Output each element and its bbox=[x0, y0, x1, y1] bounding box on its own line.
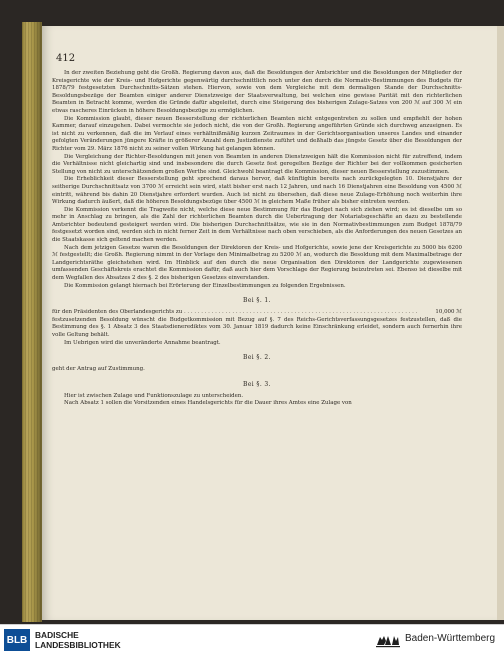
page-right-edge bbox=[497, 26, 504, 620]
blb-name[interactable] bbox=[35, 630, 121, 650]
paragraph-6: Nach dem jetzigen Gesetze waren die Besoldungen der Direktoren der Kreis- und Hofgerichte, sowie jene der Kreisgerichte zu 5000 bis 6200 ℳ festgestellt; die Großh. Regierung nimmt in der Vorlage den Minimalbetrag zu 5200 ℳ an, wodurch die Besoldung mit dem Maximalbetrage der Landgerichtsräthe gleichstehen wird. Im Hinblick auf den durch die neue Organisation den Direktoren der Landgerichte zugewiesenen umfassenden Geschäftskreis erachtet die Kommission dafür, daß auch hier dem Vorschlage der Regierung beizutreten sei. Ebenso ist dieselbe mit dem Wegfallen des Absatzes 2 des §. 2 des bisherigen Gesetzes einverstanden. bbox=[52, 244, 462, 282]
paragraph-3: Die Vergleichung der Richter-Besoldungen mit jenen von Beamten in anderen Dienstzweigen hält die Kommission nicht für zutreffend, indem die Verhältnisse nicht gleichartig sind und insbesondere die durch Gesetz fest geregelten Bezüge der Richter bei der vollkommen gesicherten Stellung von nicht zu unterschätzendem großen Werthe sind. Gleichwohl beantragt die Kommission, dieser neuen Besserstellung zuzustimmen. bbox=[52, 153, 462, 175]
bw-name[interactable]: Baden-Württemberg bbox=[405, 633, 496, 644]
paragraph-5: Die Kommission verkennt die Tragweite nicht, welche diese neue Bestimmung für das Budget nach sich ziehen wird; es ist dieselbe um so mehr in Anschlag zu bringen, als die Zahl der richterlichen Beamten durch die Uebertragung der Notariatsgeschäfte an dazu zu bestellende Amtsrichter bedeutend gesteigert werden wird. Die bisherigen Durchschnittsätze, wie sie in den Normativbestimmungen zum Budget 1878/79 festgesetzt worden sind, werden sich in nicht ferner Zeit in dem Verhältnisse nach oben verschieben, als die Anforderungen des neuen Gesetzes an die Staatskasse sich geltend machen werden. bbox=[52, 206, 462, 244]
paragraph-4: Die Erheblichkeit dieser Besserstellung geht sprechend daraus hervor, daß künftighin bereits nach zurückgelegten 10. Dienstjahre der seitherige Durchschnittsatz von 3700 ℳ erreicht sein wird, statt bisher erst nach 12 Jahren, und nach 16 Dienstjahren eine Besoldung von 4500 ℳ eintritt, während bis dahin 20 Dienstjahre erfordert wurden. Auch ist nicht zu übersehen, daß diese neue Zulage-Erhöhung noch weiterhin ihre Wirkung dadurch äußert, daß die höheren Besoldungsbezüge über 4500 ℳ in gleichem Maße früher als bisher eintreten werden. bbox=[52, 176, 462, 206]
baden-wuerttemberg-lions-icon bbox=[375, 633, 401, 648]
section-1-heading: Bei §. 1. bbox=[243, 297, 271, 305]
section-1-amount-label: für den Präsidenten des Oberlandesgerichts zu bbox=[52, 309, 183, 316]
paragraph-2: Die Kommission glaubt, dieser neuen Besserstellung der richterlichen Beamten nicht entgegentreten zu sollen und empfiehlt der hohen Kammer, darauf einzugehen. Dabei vermochte sie jedoch nicht, die von der Großh. Regierung angeführten Gründe sich durchweg anzueignen. Es ist nicht zu verkennen, daß die im Verlauf eines verhältnißmäßig kurzen Zeitraumes in der Gerichtsorganisation unseres Landes und einander gefolgten Veränderungen jüngere Kräfte in größerer Anzahl dem Justizdienste zuführt und deßhalb das jüngste Gesetz über die Besoldungen der Richter vom 29. März 1876 nicht zu seiner vollen Wirkung hat gelangen können. bbox=[52, 115, 462, 152]
page-body bbox=[52, 70, 462, 408]
section-1-closing: Im Uebrigen wird die unveränderte Annahme beantragt. bbox=[64, 339, 221, 346]
blb-logo[interactable] bbox=[4, 629, 30, 651]
section-1-paragraph: festzusetzenden Besoldung wünscht die Budgetkommission mit Bezug auf §. 7 des Reichs-Gerichtsverfassungsgesetzes festzustellen, daß die Bestimmung des §. 1 Absatz 3 des Staatsdienerediktes vom 30. Januar 1819 dadurch keine Einschränkung erleidet, sondern auch fernerhin ihre volle Geltung behält. bbox=[52, 316, 462, 338]
section-1-amount-line bbox=[52, 309, 462, 317]
page-number: 412 bbox=[56, 53, 76, 64]
blb-name-line-1: BADISCHE bbox=[35, 630, 79, 640]
dot-leader: . . . . . . . . . . . . . . . . . . . . . . . . . . . . . . . . . . . . . . . . . . . . . . . . . . . . . . . . . . . . . . . . . . . . bbox=[182, 309, 418, 316]
blb-logo-abbr: BLB bbox=[6, 634, 28, 646]
section-2-text: geht der Antrag auf Zustimmung. bbox=[52, 366, 145, 373]
footer-bar bbox=[0, 624, 504, 656]
paragraph-1: In der zweiten Beziehung geht die Großh. Regierung davon aus, daß die Besoldungen der Amtsrichter und die Besoldungen der Mitglieder der Kreisgerichte wie der Kreis- und Hofgerichte gegenwärtig durchschnittlich noch unter den durch die Normativ-Bestimmungen des Budgets für 1878/79 festgesetzten Durchschnitts-Sätzen stehen. Hiervon, sowie von dem Vergleiche mit dem dermaligen Stande der Durchschnitts-Besoldungsbezüge der Beamten einiger anderer Dienstzweige der Staatsverwaltung, bei welchen eine gewisse Parität mit den richterlichen Beamten in Betracht komme, werden die Gründe dafür abgeleitet, durch eine Steigerung des bisherigen Zulage-Satzes von 200 ℳ auf 300 ℳ ein etwas rascheres Einrücken in höhere Besoldungsbezüge zu ermöglichen. bbox=[52, 70, 462, 114]
book-page-edges bbox=[22, 22, 42, 622]
section-1-amount-value: 10,000 ℳ bbox=[435, 309, 462, 316]
section-3-heading: Bei §. 3. bbox=[243, 380, 271, 388]
section-2-heading: Bei §. 2. bbox=[243, 354, 271, 362]
section-3-line-1: Hier ist zwischen Zulage und Funktionszulage zu unterscheiden. bbox=[64, 392, 244, 399]
paragraph-7: Die Kommission gelangt hiernach bei Erörterung der Einzelbestimmungen zu folgenden Ergebnissen. bbox=[64, 282, 346, 289]
section-3-line-2: Nach Absatz 1 sollen die Vorsitzenden eines Handelsgerichts für die Dauer ihres Amtes eine Zulage von bbox=[64, 400, 352, 407]
blb-name-line-2: LANDESBIBLIOTHEK bbox=[35, 640, 121, 650]
